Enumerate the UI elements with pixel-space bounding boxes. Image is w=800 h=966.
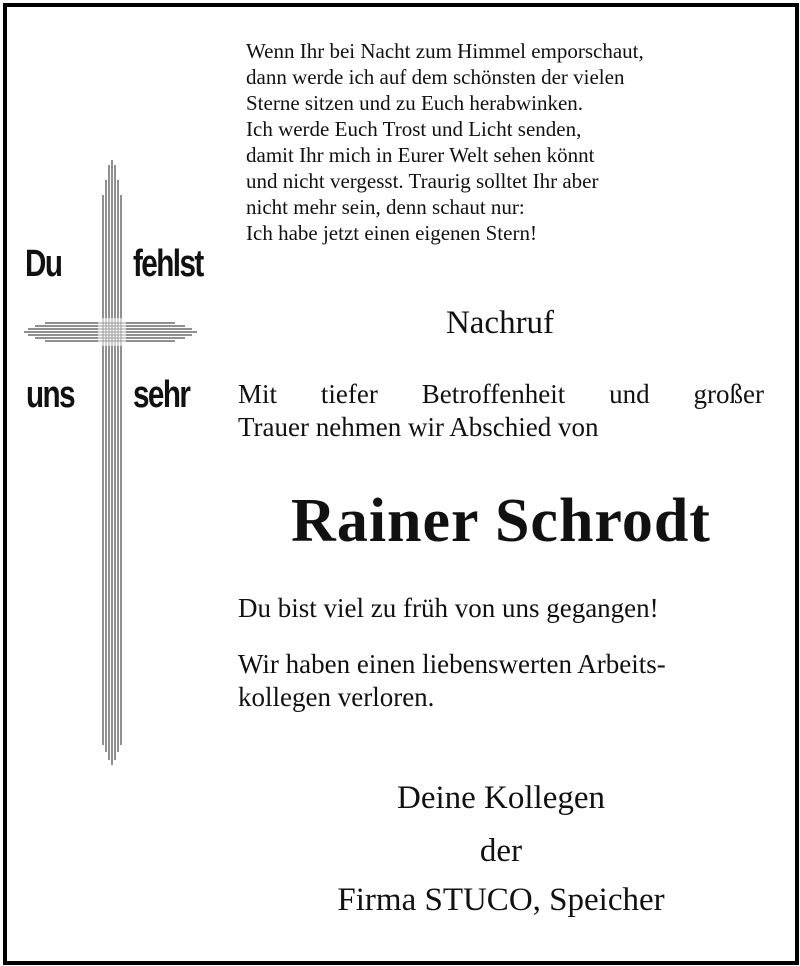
message-colleague-line: Wir haben einen liebenswerten Arbeits- — [238, 649, 666, 679]
poem-line: und nicht vergesst. Traurig solltet Ihr aber — [246, 169, 599, 193]
poem-line: Sterne sitzen und zu Euch herabwinken. — [246, 91, 584, 115]
cross-word-fehlst: fehlst — [133, 243, 203, 285]
poem — [246, 38, 786, 246]
intro-line: Trauer nehmen wir Abschied von — [238, 412, 599, 442]
poem-line: nicht mehr sein, denn schaut nur: — [246, 195, 525, 219]
intro-text — [238, 378, 764, 444]
poem-line: Wenn Ihr bei Nacht zum Himmel emporschaut, — [246, 39, 644, 63]
signature-line: Deine Kollegen — [396, 780, 605, 816]
cross-word-uns: uns — [26, 374, 75, 416]
heading-nachruf: Nachruf — [445, 305, 555, 341]
poem-line: damit Ihr mich in Eurer Welt sehen könnt — [246, 143, 595, 167]
message-colleague-line: kollegen verloren. — [238, 682, 435, 712]
poem-line: Ich werde Euch Trost und Licht senden, — [246, 117, 582, 141]
poem-line: Ich habe jetzt einen eigenen Stern! — [246, 221, 537, 245]
message-early-passing: Du bist viel zu früh von uns gegangen! — [238, 593, 659, 623]
poem-line: dann werde ich auf dem schönsten der vielen — [246, 65, 625, 89]
cross-word-du: Du — [25, 243, 62, 285]
signature-company: Firma STUCO, Speicher — [337, 882, 665, 918]
intro-line: Mit tiefer Betroffenheit und großer — [238, 379, 764, 409]
signature-line: der — [479, 833, 523, 869]
deceased-name: Rainer Schrodt — [291, 487, 711, 555]
cross-word-sehr: sehr — [133, 374, 190, 416]
